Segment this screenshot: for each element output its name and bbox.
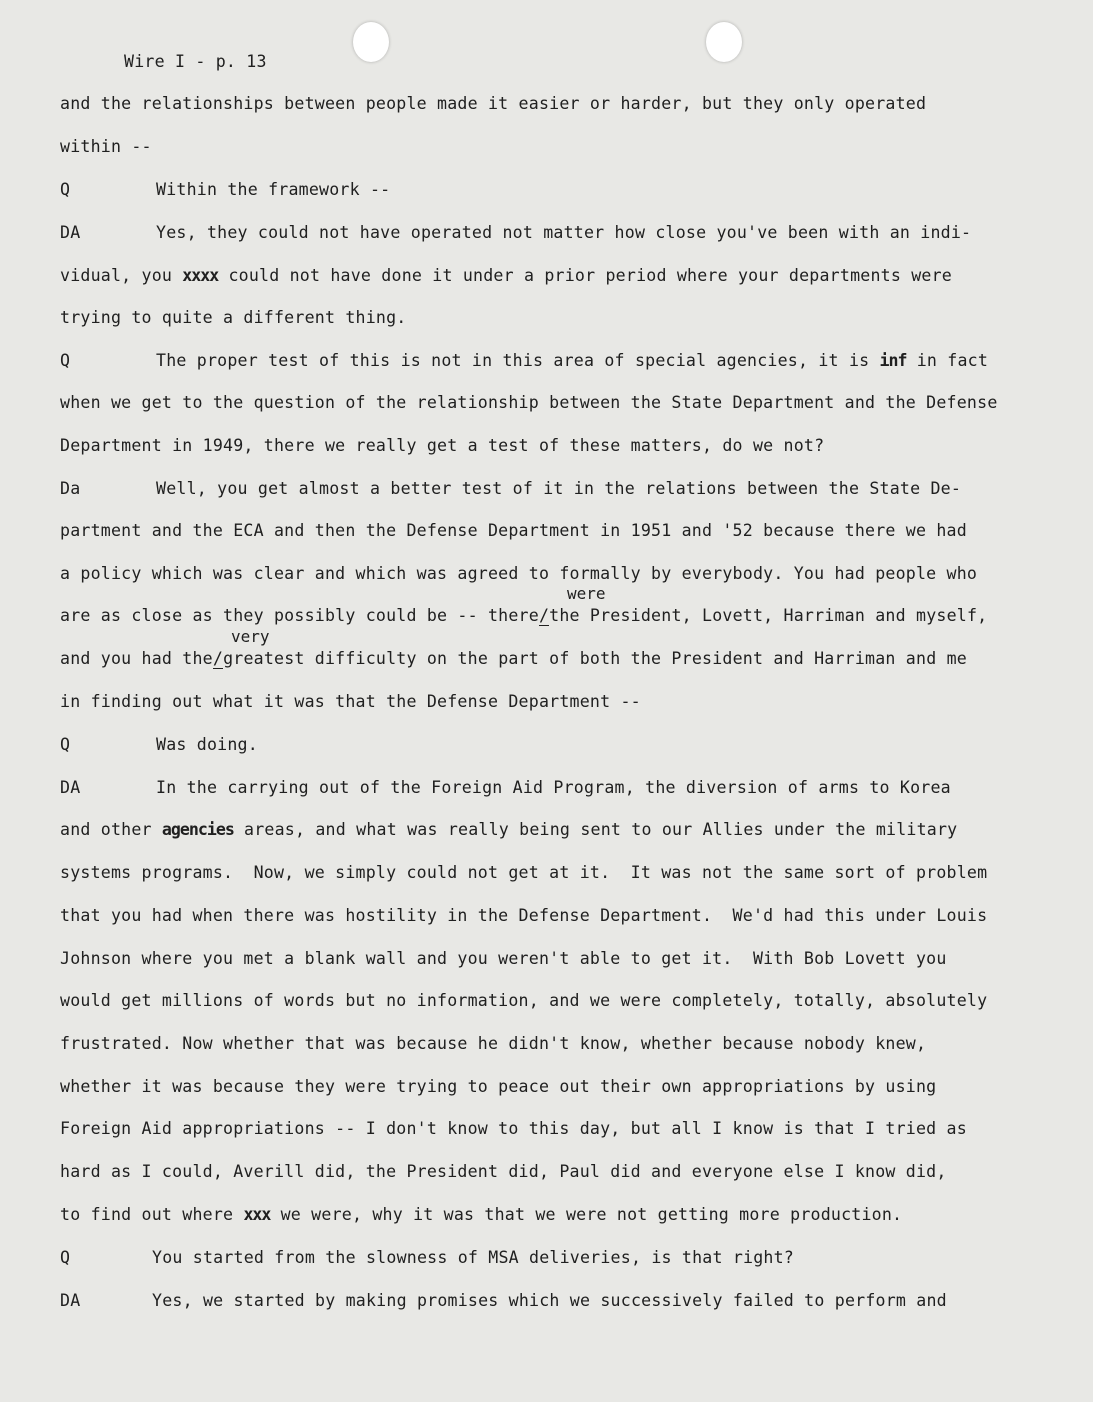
speaker-label: DA <box>60 778 81 797</box>
speaker-label: Q <box>60 180 71 199</box>
text-line: vidual, you xxxx could not have done it under a prior period where your departments were <box>60 266 952 285</box>
text-line: and the relationships between people made it easier or harder, but they only operated <box>60 94 927 113</box>
text-line: within -- <box>60 137 152 156</box>
page-header: Wire I - p. 13 <box>124 52 267 71</box>
text-line: partment and the ECA and then the Defense Department in 1951 and '52 because there we had <box>60 521 967 540</box>
text-line: Johnson where you met a blank wall and you weren't able to get it. With Bob Lovett you <box>60 949 947 968</box>
text-line: to find out where xxx we were, why it was that we were not getting more production. <box>60 1205 903 1224</box>
handwritten-insertion: were <box>567 584 606 603</box>
speaker-label: Q <box>60 351 71 370</box>
text-line: and other agencies areas, and what was really being sent to our Allies under the military <box>60 820 958 839</box>
text-line: would get millions of words but no information, and we were completely, totally, absolutely <box>60 991 988 1010</box>
insertion-mark: / <box>212 649 224 668</box>
text-line: in finding out what it was that the Defense Department -- <box>60 692 641 711</box>
text-line: are as close as they possibly could be -- there/the President, Lovett, Harriman and myself, <box>60 606 988 625</box>
speaker-label: Q <box>60 735 71 754</box>
text-line: trying to quite a different thing. <box>60 308 407 327</box>
document-page: Wire I - p. 13 and the relationships between people made it easier or harder, but they only operated within -- Q Within the framework -- DA Yes, they could not have operated not matter how close you've been with an indi- vidual, you xxxx could not have done it under a prior period where your departments were trying to quite a different thing. Q The proper test of this is not in this area of special agencies, it is inf in fact when we get to the question of the relationship between the State Department and the Defense Department in 1949, there we really get a test of these matters, do we not? Da Well, you get almost a better test of it in the relations between the State De- partment and the ECA and then the Defense Department in 1951 and '52 because there we had a policy which was clear and which was agreed to formally by everybody. You had people who were are as close as they possibly could be -- there/the President, Lovett, Harriman and myself, very and you had the/greatest difficulty on the part of both the President and Harriman and me in finding out what it was that the Defense Department -- Q Was doing. DA In the carrying out of the Foreign Aid Program, the diversion of arms to Korea and other agencies areas, and what was really being sent to our Allies under the military systems programs. Now, we simply could not get at it. It was not the same sort of problem that you had when there was hostility in the Defense Department. We'd had this under Louis Johnson where you met a blank wall and you weren't able to get it. With Bob Lovett you would get millions of words but no information, and we were completely, totally, absolutely frustrated. Now whether that was because he didn't know, whether because nobody knew, whether it was because they were trying to peace out their own appropriations by using Foreign Aid appropriations -- I don't know to this day, but all I know is that I tried as hard as I could, Averill did, the President did, Paul did and everyone else I know did, to find out where xxx we were, why it was that we were not getting more production. Q You started from the slowness of MSA deliveries, is that right? DA Yes, we started by making promises which we successively failed to perform and <box>0 0 1093 1402</box>
punch-hole-left <box>353 22 389 62</box>
speaker-label: DA <box>60 223 81 242</box>
struck-text: xxx <box>243 1205 271 1224</box>
speaker-label: DA <box>60 1291 81 1310</box>
text-line: and you had the/greatest difficulty on the part of both the President and Harriman and me <box>60 649 967 668</box>
text-line: Department in 1949, there we really get a test of these matters, do we not? <box>60 436 825 455</box>
handwritten-insertion: very <box>231 627 270 646</box>
speaker-label: Da <box>60 479 81 498</box>
text-line: hard as I could, Averill did, the President did, Paul did and everyone else I know did, <box>60 1162 947 1181</box>
speaker-label: Q <box>60 1248 71 1267</box>
text-line: a policy which was clear and which was agreed to formally by everybody. You had people who <box>60 564 978 583</box>
text-line: systems programs. Now, we simply could not get at it. It was not the same sort of problem <box>60 863 988 882</box>
punch-hole-right <box>706 22 742 62</box>
text-line: when we get to the question of the relationship between the State Department and the Defense <box>60 393 998 412</box>
text-line: whether it was because they were trying to peace out their own appropriations by using <box>60 1077 937 1096</box>
text-line: that you had when there was hostility in the Defense Department. We'd had this under Louis <box>60 906 988 925</box>
insertion-mark: / <box>538 606 550 625</box>
text-line: frustrated. Now whether that was because he didn't know, whether because nobody knew, <box>60 1034 927 1053</box>
struck-text: agencies <box>161 820 234 839</box>
struck-text: inf <box>879 351 907 370</box>
text-line: Foreign Aid appropriations -- I don't know to this day, but all I know is that I tried as <box>60 1119 967 1138</box>
struck-text: xxxx <box>182 266 219 285</box>
